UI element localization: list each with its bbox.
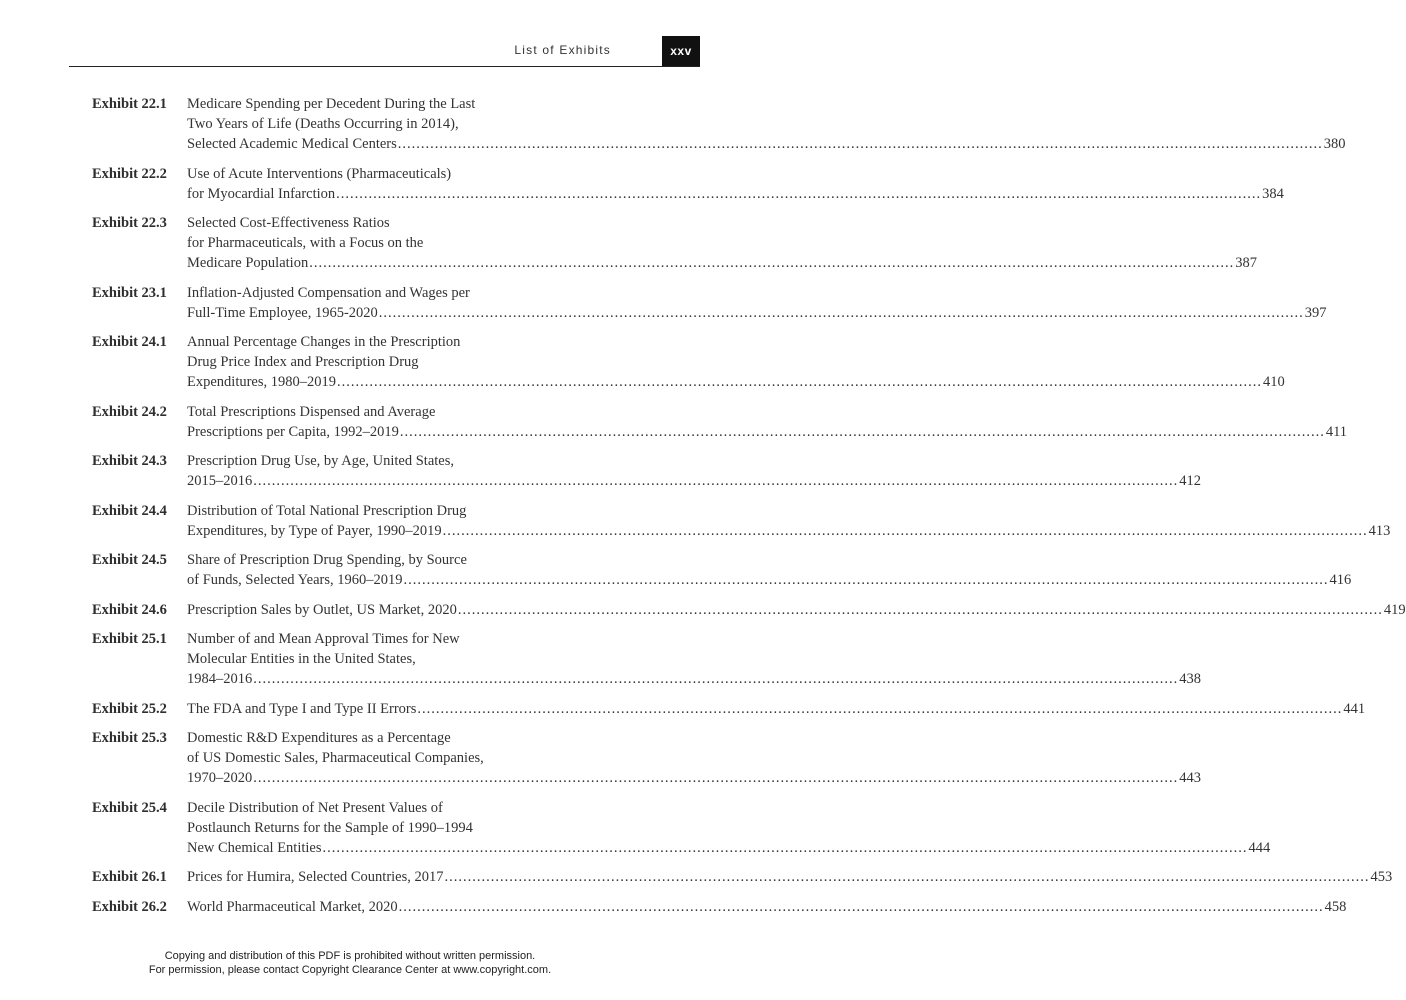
exhibit-page-number[interactable]: 438 [1179,671,1201,687]
exhibit-label: Exhibit 25.3 [92,730,167,746]
exhibit-page-number[interactable]: 416 [1329,572,1352,588]
exhibit-title-last-line [187,471,1201,491]
exhibit-title-line: Prices for Humira, Selected Countries, 2017 [187,869,444,885]
exhibit-entry[interactable] [92,451,1201,491]
exhibit-title-line: Expenditures, 1980–2019 [187,374,337,390]
exhibit-title [187,283,1327,323]
dot-leader: ........................................................................................................................................................................................................ [457,601,1383,618]
exhibit-title-last-line [187,521,1390,541]
exhibit-title [187,728,1201,788]
exhibit-label: Exhibit 22.2 [92,165,167,182]
exhibit-title-line: Use of Acute Interventions (Pharmaceuticals) [187,165,452,182]
dot-leader: ........................................................................................................................................................................................................ [417,700,1343,717]
dot-leader: ........................................................................................................................................................................................................ [444,869,1370,885]
exhibit-page-number[interactable]: 443 [1179,770,1201,786]
dot-leader: ........................................................................................................................................................................................................ [253,671,1179,687]
exhibit-title-last-line [187,669,1201,689]
exhibit-title-line: Drug Price Index and Prescription Drug [187,354,419,370]
exhibit-entry[interactable] [92,94,1346,154]
exhibit-title-line: Domestic R&D Expenditures as a Percentage [187,730,451,746]
exhibit-title-last-line [187,600,1406,620]
exhibit-page-number[interactable]: 387 [1235,255,1257,271]
exhibit-title-line: Medicare Spending per Decedent During the Last [187,96,476,112]
exhibit-title [187,897,1346,917]
exhibit-title-last-line [187,372,1285,392]
exhibit-title-line: Decile Distribution of Net Present Values of [187,799,443,816]
dot-leader: ........................................................................................................................................................................................................ [378,304,1304,321]
exhibit-title-line: Selected Cost-Effectiveness Ratios [187,215,390,231]
dot-leader: ........................................................................................................................................................................................................ [336,185,1262,202]
dot-leader: ........................................................................................................................................................................................................ [403,572,1329,588]
exhibit-title-line: Prescription Sales by Outlet, US Market, 2020 [187,601,457,618]
exhibit-title [187,94,1346,154]
exhibit-title-line: Selected Academic Medical Centers [187,136,397,152]
exhibit-title [187,332,1285,392]
exhibit-title [187,213,1257,273]
exhibit-title [187,867,1392,887]
exhibit-label: Exhibit 26.1 [92,869,167,885]
exhibit-entry[interactable] [92,867,1393,887]
exhibit-page-number[interactable]: 380 [1323,136,1346,152]
exhibit-page-number[interactable]: 411 [1325,423,1348,440]
exhibit-title-last-line [187,184,1284,204]
exhibit-page-number[interactable]: 444 [1248,839,1271,856]
exhibit-page-number[interactable]: 458 [1324,898,1347,915]
dot-leader: ........................................................................................................................................................................................................ [322,839,1248,856]
exhibit-entry[interactable] [92,402,1348,442]
exhibit-title [187,798,1270,858]
exhibit-title-line: New Chemical Entities [187,839,322,856]
running-head-title: List of Exhibits [514,43,611,57]
exhibit-title-last-line [187,422,1347,442]
exhibit-entry[interactable] [92,550,1352,590]
exhibit-title-line: for Pharmaceuticals, with a Focus on the [187,235,424,251]
exhibit-page-number[interactable]: 419 [1383,601,1406,618]
exhibit-entry[interactable] [92,283,1327,323]
exhibit-entry[interactable] [92,501,1391,541]
copyright-footer [0,950,700,977]
exhibit-title-line: 1970–2020 [187,770,253,786]
exhibit-title-line: for Myocardial Infarction [187,185,336,202]
exhibit-label: Exhibit 24.6 [92,601,167,618]
exhibit-label: Exhibit 23.1 [92,284,167,301]
exhibit-label: Exhibit 22.1 [92,96,167,112]
exhibit-entry[interactable] [92,897,1347,917]
exhibit-title [187,402,1347,442]
exhibit-label: Exhibit 25.2 [92,700,167,717]
exhibit-entry[interactable] [92,728,1201,788]
exhibit-title-line: 2015–2016 [187,473,253,489]
exhibit-entry[interactable] [92,600,1406,620]
exhibit-title-last-line [187,897,1346,917]
exhibit-entry[interactable] [92,629,1201,689]
exhibit-title [187,699,1365,719]
exhibit-label: Exhibit 24.2 [92,403,167,420]
exhibit-entry[interactable] [92,213,1257,273]
footer-line-1: Copying and distribution of this PDF is prohibited without written permission. [164,950,536,962]
exhibit-title-line: Postlaunch Returns for the Sample of 1990–1994 [187,819,473,836]
exhibit-page-number[interactable]: 412 [1179,473,1201,489]
exhibit-title-line: The FDA and Type I and Type II Errors [187,700,417,717]
exhibit-title-line: of Funds, Selected Years, 1960–2019 [187,572,403,588]
exhibit-page-number[interactable]: 410 [1263,374,1285,390]
exhibit-title [187,550,1351,590]
exhibit-title-line: World Pharmaceutical Market, 2020 [187,898,398,915]
exhibit-entry[interactable] [92,798,1271,858]
exhibit-title [187,629,1201,689]
exhibit-title-line: Distribution of Total National Prescription Drug [187,502,467,519]
exhibit-page-number[interactable]: 397 [1304,304,1327,321]
exhibit-page-number[interactable]: 441 [1343,700,1366,717]
exhibit-title-last-line [187,838,1270,858]
exhibit-title-last-line [187,867,1392,887]
exhibit-page-number[interactable]: 384 [1262,185,1284,202]
page-number-badge: xxv [662,36,700,66]
dot-leader: ........................................................................................................................................................................................................ [337,374,1263,390]
dot-leader: ........................................................................................................................................................................................................ [397,136,1323,152]
exhibit-title-line: Two Years of Life (Deaths Occurring in 2014), [187,116,459,132]
exhibit-label: Exhibit 24.3 [92,453,167,469]
exhibit-title-line: Total Prescriptions Dispensed and Average [187,403,436,420]
exhibit-title-line: Medicare Population [187,255,309,271]
dot-leader: ........................................................................................................................................................................................................ [442,522,1368,539]
exhibit-title-line: 1984–2016 [187,671,253,687]
exhibit-title-line: Full-Time Employee, 1965-2020 [187,304,378,321]
dot-leader: ........................................................................................................................................................................................................ [309,255,1235,271]
dot-leader: ........................................................................................................................................................................................................ [253,473,1179,489]
exhibit-label: Exhibit 24.5 [92,552,167,568]
exhibit-title-line: Prescription Drug Use, by Age, United States, [187,453,455,469]
exhibit-title-line: Molecular Entities in the United States, [187,651,416,667]
exhibit-label: Exhibit 22.3 [92,215,167,231]
exhibit-label: Exhibit 25.1 [92,631,167,647]
exhibit-label: Exhibit 26.2 [92,898,167,915]
exhibit-title [187,451,1201,491]
exhibit-title-line: Share of Prescription Drug Spending, by Source [187,552,467,568]
exhibit-entry[interactable] [92,699,1366,719]
exhibit-label: Exhibit 25.4 [92,799,167,816]
exhibit-title-last-line [187,253,1257,273]
exhibit-title-line: Expenditures, by Type of Payer, 1990–2019 [187,522,442,539]
exhibit-label: Exhibit 24.1 [92,334,167,350]
exhibit-title-line: Annual Percentage Changes in the Prescription [187,334,461,350]
exhibit-page-number[interactable]: 453 [1370,869,1393,885]
exhibit-title-last-line [187,303,1327,323]
dot-leader: ........................................................................................................................................................................................................ [253,770,1179,786]
dot-leader: ........................................................................................................................................................................................................ [398,898,1324,915]
exhibit-entry[interactable] [92,332,1285,392]
exhibit-title-line: Inflation-Adjusted Compensation and Wages per [187,284,470,301]
exhibit-list [92,94,1406,926]
exhibit-title-last-line [187,768,1201,788]
exhibit-title-line: of US Domestic Sales, Pharmaceutical Companies, [187,750,484,766]
exhibit-title [187,600,1406,620]
exhibit-page-number[interactable]: 413 [1368,522,1391,539]
dot-leader: ........................................................................................................................................................................................................ [399,423,1325,440]
footer-line-2: For permission, please contact Copyright Clearance Center at www.copyright.com. [148,963,552,976]
exhibit-title-last-line [187,570,1351,590]
exhibit-entry[interactable] [92,164,1284,204]
exhibit-title [187,501,1390,541]
exhibit-label: Exhibit 24.4 [92,502,167,519]
running-head [69,0,700,67]
exhibit-title-line: Prescriptions per Capita, 1992–2019 [187,423,399,440]
exhibit-title [187,164,1284,204]
exhibit-title-last-line [187,134,1346,154]
exhibit-title-line: Number of and Mean Approval Times for New [187,631,460,647]
exhibit-title-last-line [187,699,1365,719]
